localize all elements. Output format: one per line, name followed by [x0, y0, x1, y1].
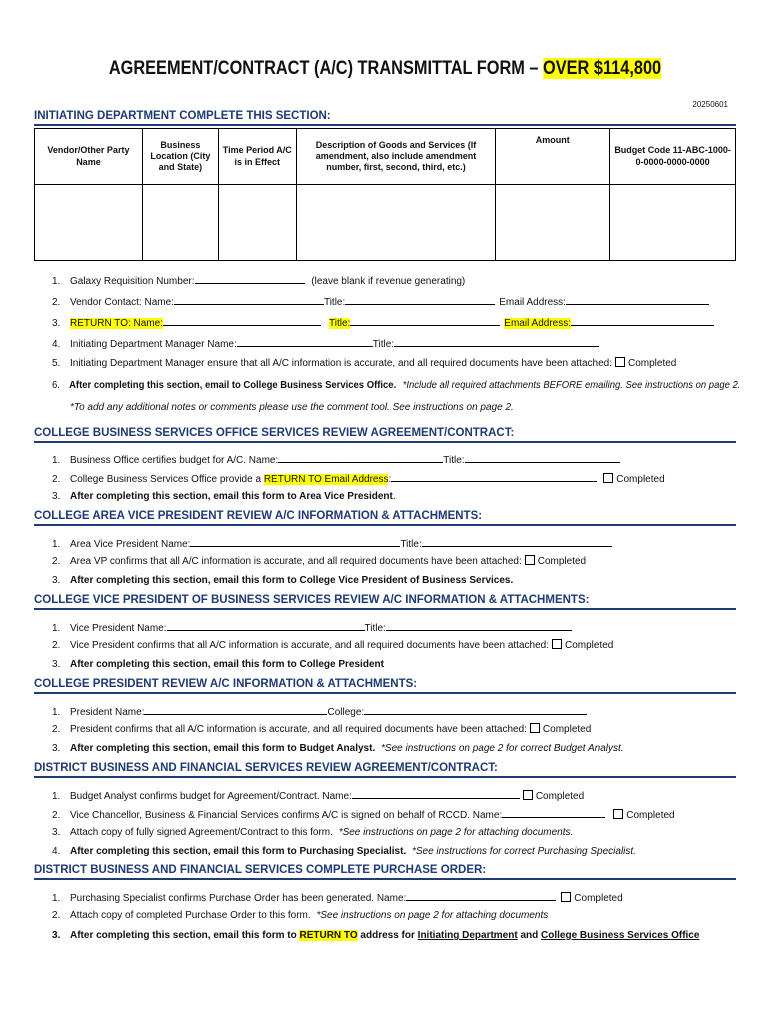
table-header-row: [35, 129, 736, 185]
vpbs-title-field[interactable]: [386, 620, 572, 631]
return-to-name-field[interactable]: [163, 315, 321, 326]
contract-table: [34, 128, 736, 261]
pres-item-3: 3. After completing this section, email this form to Budget Analyst. *See instructions on page 2 for correct Budget Analyst.: [52, 743, 624, 754]
pres-item-2: 2. President confirms that all A/C information is accurate, and all required documents have been attached: Completed: [52, 724, 592, 735]
section-area-vp: COLLEGE AREA VICE PRESIDENT REVIEW A/C INFORMATION & ATTACHMENTS:: [34, 510, 736, 526]
col-vendor: Vendor/Other Party Name: [35, 129, 143, 185]
init-completed-checkbox[interactable]: [615, 357, 625, 367]
init-item-4: 4. Initiating Department Manager Name: Title:: [52, 336, 599, 352]
galaxy-req-field[interactable]: [195, 273, 305, 284]
section-district-review: DISTRICT BUSINESS AND FINANCIAL SERVICES REVIEW AGREEMENT/CONTRACT:: [34, 762, 736, 778]
budget-code-cell[interactable]: [610, 185, 736, 261]
init-item-3: 3. RETURN TO: Name: Title: Email Address:: [52, 315, 714, 331]
avp-item-3: 3. After completing this section, email this form to College Vice President of Business Services.: [52, 575, 514, 586]
vpbs-item-2: 2. Vice President confirms that all A/C information is accurate, and all required documents have been attached: Completed: [52, 640, 614, 651]
vice-chancellor-completed-checkbox[interactable]: [613, 809, 623, 819]
bso-item-1: 1. Business Office certifies budget for A/C. Name: Title:: [52, 452, 620, 468]
init-item-6: 6. After completing this section, email to College Business Services Office. *Include all required attachments BEFORE emailing. See instructions on page 2.: [52, 380, 741, 391]
avp-item-2: 2. Area VP confirms that all A/C information is accurate, and all required documents have been attached: Completed: [52, 556, 587, 567]
init-item-5: 5. Initiating Department Manager ensure that all A/C information is accurate, and all required documents have been attached: Completed: [52, 358, 677, 369]
bso-item-3: 3. After completing this section, email this form to Area Vice President.: [52, 491, 396, 502]
form-title: [54, 58, 716, 80]
bso-title-field[interactable]: [465, 452, 620, 463]
section-vp-business-services: COLLEGE VICE PRESIDENT OF BUSINESS SERVICES REVIEW A/C INFORMATION & ATTACHMENTS:: [34, 594, 736, 610]
vpbs-item-1: 1. Vice President Name: Title:: [52, 620, 572, 636]
description-cell[interactable]: [296, 185, 496, 261]
vendor-cell[interactable]: [35, 185, 143, 261]
vpbs-name-field[interactable]: [167, 620, 365, 631]
po-item-3: 3. After completing this section, email this form to RETURN TO address for Initiating Department and College Business Services Office: [52, 930, 700, 941]
po-item-1: 1. Purchasing Specialist confirms Purchase Order has been generated. Name: Completed: [52, 890, 623, 906]
dist-item-3: 3. Attach copy of fully signed Agreement/Contract to this form. *See instructions on page 2 for attaching documents.: [52, 827, 574, 838]
vpbs-item-3: 3. After completing this section, email this form to College President: [52, 659, 384, 670]
pres-item-1: 1. President Name: College:: [52, 704, 587, 720]
return-to-email-field[interactable]: [571, 315, 714, 326]
vendor-contact-title-field[interactable]: [345, 294, 495, 305]
section-initiating: INITIATING DEPARTMENT COMPLETE THIS SECTION:: [34, 110, 736, 126]
revision-date: 20250601: [692, 100, 728, 109]
location-cell[interactable]: [142, 185, 218, 261]
purchasing-completed-checkbox[interactable]: [561, 892, 571, 902]
col-budget-code: Budget Code 11-ABC-1000-0-0000-0000-0000: [610, 129, 736, 185]
time-period-cell[interactable]: [218, 185, 296, 261]
avp-title-field[interactable]: [422, 536, 612, 547]
title-main: AGREEMENT/CONTRACT (A/C) TRANSMITTAL FORM –: [108, 58, 544, 79]
president-college-field[interactable]: [364, 704, 587, 715]
col-description: Description of Goods and Services (If amendment, also include amendment number, first, second, third, etc.): [296, 129, 496, 185]
col-time-period: Time Period A/C is in Effect: [218, 129, 296, 185]
purchasing-specialist-name-field[interactable]: [406, 890, 556, 901]
po-item-2: 2. Attach copy of completed Purchase Order to this form. *See instructions on page 2 for attaching documents: [52, 910, 549, 921]
section-college-bso: COLLEGE BUSINESS SERVICES OFFICE SERVICES REVIEW AGREEMENT/CONTRACT:: [34, 427, 736, 443]
bso-completed-checkbox[interactable]: [603, 473, 613, 483]
vendor-contact-email-field[interactable]: [566, 294, 709, 305]
vendor-contact-name-field[interactable]: [174, 294, 324, 305]
col-location: Business Location (City and State): [142, 129, 218, 185]
bso-name-field[interactable]: [278, 452, 443, 463]
dist-item-2: 2. Vice Chancellor, Business & Financial Services confirms A/C is signed on behalf of RCCD. Name: Completed: [52, 807, 675, 823]
bso-return-email-field[interactable]: [391, 471, 597, 482]
budget-analyst-name-field[interactable]: [352, 788, 520, 799]
vpbs-completed-checkbox[interactable]: [552, 639, 562, 649]
col-amount: Amount: [496, 129, 610, 185]
president-completed-checkbox[interactable]: [530, 723, 540, 733]
president-name-field[interactable]: [144, 704, 327, 715]
title-threshold: OVER $114,800: [543, 58, 662, 79]
section-district-po: DISTRICT BUSINESS AND FINANCIAL SERVICES COMPLETE PURCHASE ORDER:: [34, 864, 736, 880]
dist-item-1: 1. Budget Analyst confirms budget for Agreement/Contract. Name: Completed: [52, 788, 584, 804]
avp-name-field[interactable]: [190, 536, 400, 547]
init-item-2: 2. Vendor Contact: Name: Title: Email Address:: [52, 294, 709, 310]
bso-item-2: 2. College Business Services Office provide a RETURN TO Email Address: Completed: [52, 471, 665, 487]
dist-item-4: 4. After completing this section, email this form to Purchasing Specialist. *See instructions for correct Purchasing Specialist.: [52, 846, 636, 857]
amount-cell[interactable]: [496, 185, 610, 261]
init-note: *To add any additional notes or comments please use the comment tool. See instructions on page 2.: [70, 402, 514, 413]
section-president: COLLEGE PRESIDENT REVIEW A/C INFORMATION & ATTACHMENTS:: [34, 678, 736, 694]
avp-item-1: 1. Area Vice President Name: Title:: [52, 536, 612, 552]
init-item-1: 1. Galaxy Requisition Number: (leave blank if revenue generating): [52, 273, 465, 289]
table-row: [35, 185, 736, 261]
return-to-title-field[interactable]: [350, 315, 500, 326]
vice-chancellor-name-field[interactable]: [502, 807, 605, 818]
avp-completed-checkbox[interactable]: [525, 555, 535, 565]
dept-manager-title-field[interactable]: [394, 336, 599, 347]
dept-manager-name-field[interactable]: [237, 336, 373, 347]
budget-analyst-completed-checkbox[interactable]: [523, 790, 533, 800]
